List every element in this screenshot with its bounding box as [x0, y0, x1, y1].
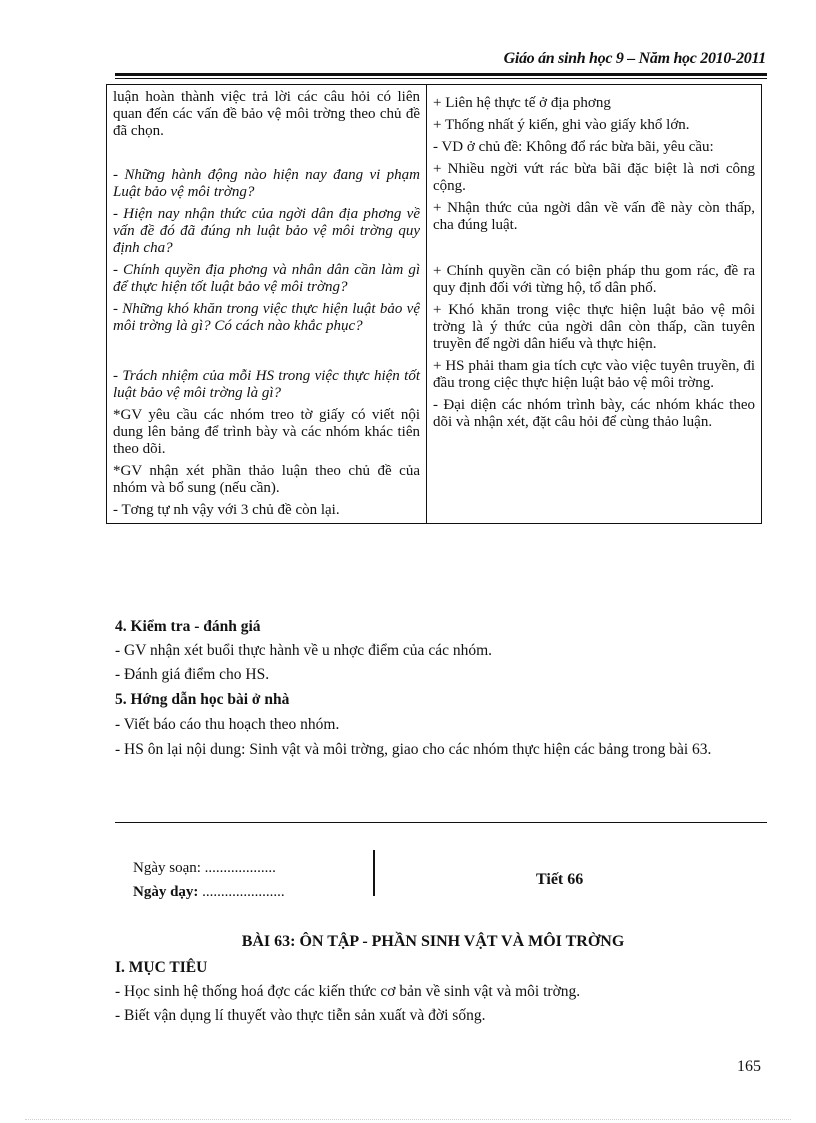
left-item-3: - Hiện nay nhận thức của ngời dân địa phơng về vấn đề đó đã đúng nh luật bảo vệ môi trờng quy định cha?	[113, 206, 420, 256]
left-item-8: *GV nhận xét phần thảo luận theo chủ đề của nhóm và bổ sung (nếu cần).	[113, 463, 420, 496]
period-label: Tiết 66	[536, 871, 584, 888]
section-5-line-1: - Viết báo cáo thu hoạch theo nhóm.	[115, 716, 340, 733]
left-item-4: - Chính quyền địa phơng và nhân dân cần làm gì để thực hiện tốt luật bảo vệ môi trờng?	[113, 262, 420, 295]
meta-divider	[373, 850, 375, 896]
header-rule-thin	[115, 78, 767, 79]
section-4-line-1: - GV nhận xét buổi thực hành về u nhợc điểm của các nhóm.	[115, 642, 493, 659]
left-item-7: *GV yêu cầu các nhóm treo tờ giấy có viết nội dung lên bảng để trình bày và các nhóm khác tiên theo dõi.	[113, 407, 420, 457]
left-item-6: - Trách nhiệm của mỗi HS trong việc thực hiện tốt luật bảo vệ môi trờng là gì?	[113, 368, 420, 401]
right-item-9: - Đại diện các nhóm trình bày, các nhóm khác theo dõi và nhận xét, đặt câu hỏi để cùng thảo luận.	[433, 397, 755, 430]
date-prepared: Ngày soạn: ...................	[133, 860, 276, 876]
page-number: 165	[737, 1058, 761, 1075]
objectives-heading: I. MỤC TIÊU	[115, 959, 208, 976]
right-item-5: + Nhận thức của ngời dân về vấn đề này còn thấp, cha đúng luật.	[433, 200, 755, 233]
section-5-heading: 5. Hớng dẫn học bài ở nhà	[115, 691, 290, 708]
left-item-1: luận hoàn thành việc trả lời các câu hỏi có liên quan đến các vấn đề bảo vệ môi trờng theo chủ đề đã chọn.	[113, 89, 420, 139]
right-item-4: + Nhiều ngời vứt rác bừa bãi đặc biệt là nơi công cộng.	[433, 161, 755, 194]
left-item-9: - Tơng tự nh vậy với 3 chủ đề còn lại.	[113, 502, 340, 518]
date-taught: Ngày dạy: ......................	[133, 884, 285, 900]
right-item-2: + Thống nhất ý kiến, ghi vào giấy khổ lớn.	[433, 117, 690, 133]
left-item-2: - Những hành động nào hiện nay đang vi phạm Luật bảo vệ môi trờng?	[113, 167, 420, 200]
objective-2: - Biết vận dụng lí thuyết vào thực tiễn sản xuất và đời sống.	[115, 1007, 486, 1024]
right-item-1: + Liên hệ thực tế ở địa phơng	[433, 95, 611, 111]
section-4-line-2: - Đánh giá điểm cho HS.	[115, 666, 270, 683]
header-title: Giáo án sinh học 9 – Năm học 2010-2011	[503, 50, 766, 67]
section-4-heading: 4. Kiểm tra - đánh giá	[115, 618, 261, 635]
activity-table	[106, 84, 762, 524]
header-rule-thick	[115, 73, 767, 76]
right-item-7: + Khó khăn trong việc thực hiện luật bảo vệ môi trờng là ý thức của ngời dân còn thấp, cần tuyên truyền để ngời dân hiểu và thực hiện.	[433, 302, 755, 352]
section-5-line-2: - HS ôn lại nội dung: Sinh vật và môi trờng, giao cho các nhóm thực hiện các bảng trong bài 63.	[115, 741, 712, 758]
right-item-8: + HS phải tham gia tích cực vào việc tuyên truyền, đi đầu trong ciệc thực hiện luật bảo vệ môi trờng.	[433, 358, 755, 391]
right-item-6: + Chính quyền cần có biện pháp thu gom rác, đề ra quy định đối với từng hộ, tổ dân phố.	[433, 263, 755, 296]
left-item-5: - Những khó khăn trong việc thực hiện luật bảo vệ môi trờng là gì? Có cách nào khắc phục?	[113, 301, 420, 334]
student-activity-column	[427, 85, 762, 524]
page-bottom-border	[25, 1119, 791, 1120]
teacher-activity-column	[107, 85, 427, 524]
right-item-3: - VD ở chủ đề: Không đổ rác bừa bãi, yêu cầu:	[433, 139, 714, 155]
objective-1: - Học sinh hệ thống hoá đợc các kiến thức cơ bản về sinh vật và môi trờng.	[115, 983, 581, 1000]
lesson-title: BÀI 63: ÔN TẬP - PHẦN SINH VẬT VÀ MÔI TRỜNG	[241, 933, 625, 950]
section-divider	[115, 822, 767, 823]
